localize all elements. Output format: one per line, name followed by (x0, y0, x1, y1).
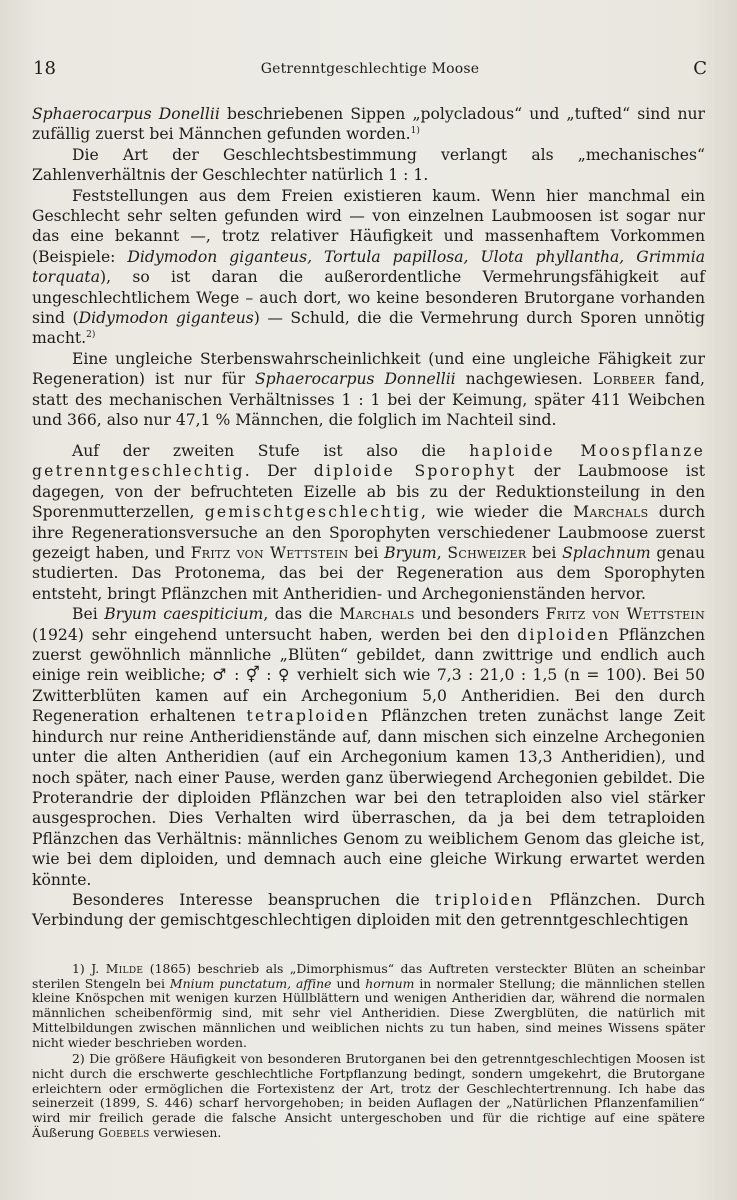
footnote-2: 2) Die größere Häufigkeit von besonderen Brutorganen bei den getrenntgeschlechtigen Moosen ist nicht durch die erschwerte geschlechtliche Fortpflanzung bedingt, sondern umgekehrt, die Brutorgane erleichtern oder ermöglichen die Fortexistenz der Art, trotz der Geschlechtertrennung. Ich habe das seinerzeit (1899, S. 446) scharf hervorgehoben; in beiden Auflagen der „Natürlichen Pflanzenfamilien“ wird mir freilich gerade die falsche Ansicht untergeschoben und für die richtige auf eine spätere Äußerung Goebels verwiesen. (32, 1051, 705, 1140)
page-header (33, 58, 707, 82)
author-name: Milde (105, 961, 144, 976)
footnotes (32, 962, 705, 1140)
paragraph-triploide: Besonderes Interesse beanspruchen die triploiden Pflänzchen. Durch Verbindung der gemischtgeschlechtigen diploiden mit den getrenntgeschlechtigen (32, 890, 705, 930)
author-name: Schweizer (447, 544, 527, 563)
author-name: Lorbeer (592, 370, 655, 389)
page-number: 18 (33, 58, 56, 79)
paragraph-sterbenswahrscheinlichkeit: Eine ungleiche Sterbenswahrscheinlichkeit (und eine ungleiche Fähigkeit zur Regeneration) ist nur für Sphaerocarpus Donnellii nachgewiesen. Lorbeer fand, statt des mechanischen Verhältnisses 1 : 1 bei der Keimung, später 411 Weibchen und 366, also nur 47,1 % Männchen, die folglich im Nachteil sind. (32, 349, 705, 430)
author-name: Fritz von Wettstein (545, 605, 706, 624)
footnote-ref-1: 1) (410, 126, 420, 137)
author-name: Marchals (573, 503, 649, 522)
author-name: Fritz von Wettstein (190, 544, 349, 563)
section-two (32, 441, 705, 931)
footnote-ref-2: 2) (86, 330, 96, 341)
running-title: Getrenntgeschlechtige Moose (260, 61, 480, 77)
section-one (32, 104, 705, 431)
author-name: Marchals (339, 605, 415, 624)
author-name: Goebels (98, 1124, 150, 1140)
paragraph-haploide-stufe: Auf der zweiten Stufe ist also die haploide Moospflanze getrenntgeschlechtig. Der diploide Sporophyt der Laubmoose ist dagegen, von der befruchteten Eizelle ab bis zu der Reduktionsteilung in den Sporenmutterzellen, gemischtgeschlechtig, wie wieder die Marchals durch ihre Regenerationsversuche an den Sporophyten verschiedener Laubmoose zuerst gezeigt haben, und Fritz von Wettstein bei Bryum, Schweizer bei Splachnum genau studierten. Das Protonema, das bei der Regeneration aus dem Sporophyten entsteht, bringt Pflänzchen mit Antheridien- und Archegonienständen hervor. (32, 442, 706, 603)
paragraph-continuation: Sphaerocarpus Donellii beschriebenen Sippen „polycladous“ und „tufted“ sind nur zufällig zuerst bei Männchen gefunden worden.$^{1)}$ (32, 105, 706, 144)
paragraph-geschlechtsbestimmung: Die Art der Geschlechtsbestimmung verlangt als „mechanisches“ Zahlenverhältnis der Geschlechter natürlich 1 : 1. (32, 145, 705, 185)
paragraph-bryum: Bei Bryum caespiticium, das die Marchals und besonders Fritz von Wettstein (1924) sehr eingehend untersucht haben, werden bei den diploiden Pflänzchen zuerst gewöhnlich männliche „Blüten“ gebildet, dann zwittrige und endlich auch einige rein weibliche; ♂ : ⚥ : ♀ verhielt sich wie 7,3 : 21,0 : 1,5 (n = 100). Bei 50 Zwitterblüten kamen auf ein Archegonium 5,0 Antheridien. Bei den durch Regeneration erhaltenen tetraploiden Pflänzchen treten zunächst lange Zeit hindurch nur reine Antheridienstände auf, dann mischen sich einzelne Archegonien unter die alten Antheridien (auf ein Archegonium kamen 13,3 Antheridien), und noch später, nach einer Pause, werden ganz überwiegend Archegonien gebildet. Die Proterandrie der diploiden Pflänzchen war bei den tetraploiden also viel stärker ausgesprochen. Dies Verhalten wird überraschen, da ja bei dem tetraploiden Pflänzchen das Verhältnis: männliches Genom zu weiblichem Genom das gleiche ist, wie bei dem diploiden, und demnach auch eine gleiche Wirkung erwartet werden könnte. (32, 605, 706, 889)
footnote-1: 1) J. Milde (1865) beschrieb als „Dimorphismus“ das Auftreten versteckter Blüten an scheinbar sterilen Stengeln bei Mnium punctatum, affine und hornum in normaler Stellung; die männlichen stellen kleine Knöspchen mit wenigen kurzen Hüllblättern und wenigen Antheridien dar, während die normalen männlichen scheibenförmig sind, mit sehr viel Antheridien. Diese Zwergblüten, die natürlich mit Mittelbildungen zwischen männlichen und weiblichen nichts zu tun haben, sind meines Wissens später nicht wieder beschrieben worden. (32, 961, 705, 1050)
paragraph-feststellungen: Feststellungen aus dem Freien existieren kaum. Wenn hier manchmal ein Geschlecht sehr selten gefunden wird — von einzelnen Laubmoosen ist sogar nur das eine bekannt —, trotz relativer Häufigkeit und massenhaftem Vorkommen (Beispiele: Didymodon giganteus, Tortula papillosa, Ulota phyllantha, Grimmia torquata), so ist daran die außerordentliche Vermehrungsfähigkeit auf ungeschlechtlichem Wege – auch dort, wo keine besonderen Brutorgane vorhanden sind (Didymodon giganteus) — Schuld, die die Vermehrung durch Sporen unnötig macht.$^{2)}$ (32, 186, 705, 348)
signature-mark: C (693, 58, 707, 79)
